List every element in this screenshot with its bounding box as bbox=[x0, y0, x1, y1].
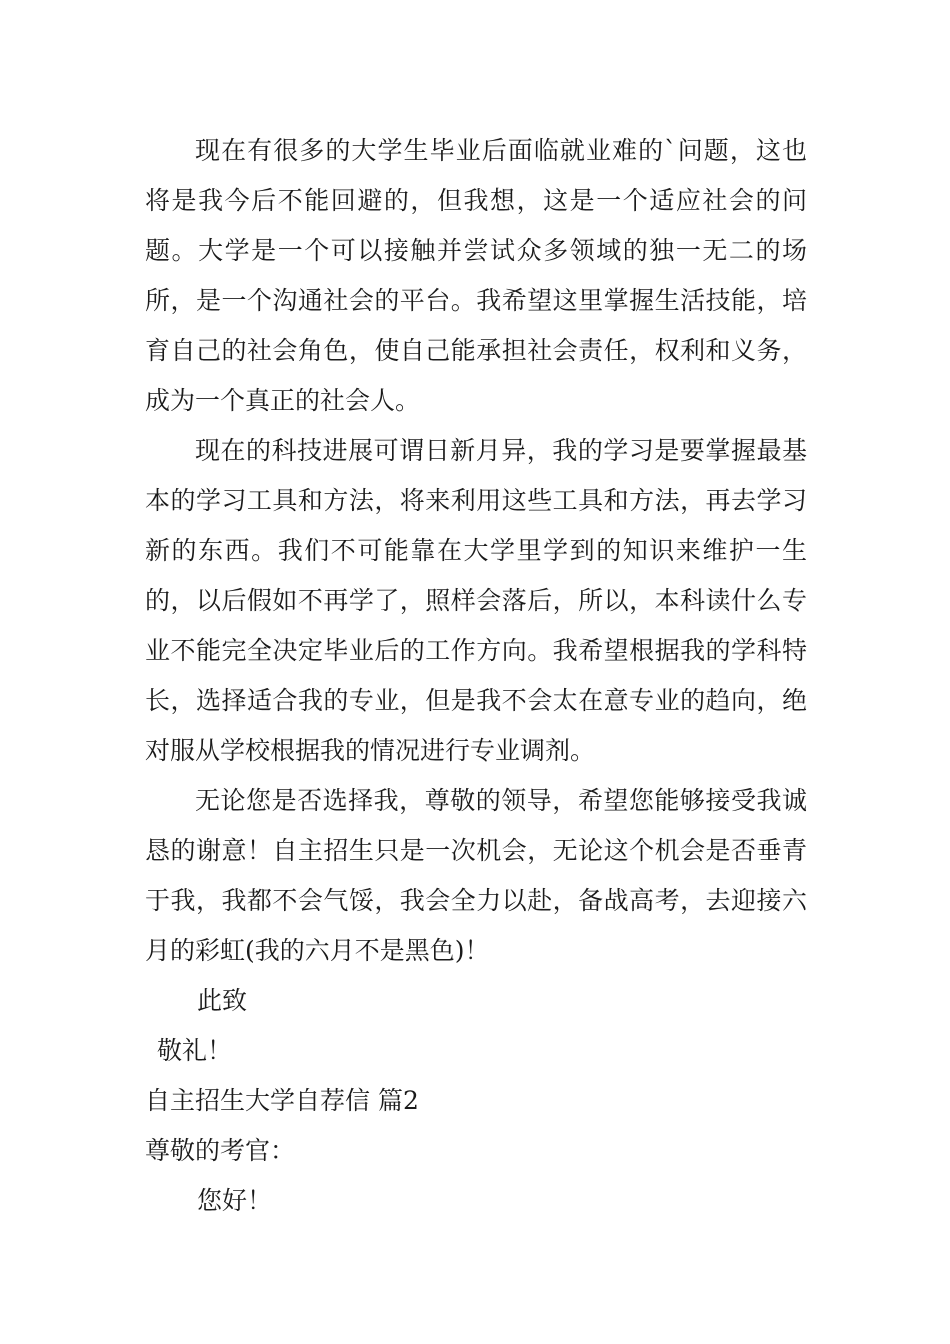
section-heading: 自主招生大学自荐信 篇2 bbox=[145, 1086, 419, 1115]
document-page bbox=[145, 126, 807, 1226]
body-paragraph-2: 现在的科技进展可谓日新月异，我的学习是要掌握最基本的学习工具和方法，将来利用这些工具和方法，再去学习新的东西。我们不可能靠在大学里学到的知识来维护一生的，以后假如不再学了，照样会落后，所以，本科读什么专业不能完全决定毕业后的工作方向。我希望根据我的学科特长，选择适合我的专业，但是我不会太在意专业的趋向，绝对服从学校根据我的情况进行专业调剂。 bbox=[145, 436, 807, 765]
greeting-line: 尊敬的考官： bbox=[145, 1136, 296, 1165]
salute-line: 敬礼！ bbox=[157, 1036, 233, 1065]
body-paragraph-1: 现在有很多的大学生毕业后面临就业难的`问题，这也将是我今后不能回避的，但我想，这是一个适应社会的问题。大学是一个可以接触并尝试众多领域的独一无二的场所，是一个沟通社会的平台。我希望这里掌握生活技能，培育自己的社会角色，使自己能承担社会责任，权利和义务，成为一个真正的社会人。 bbox=[145, 136, 807, 415]
hello-line: 您好！ bbox=[197, 1186, 273, 1215]
body-paragraph-3: 无论您是否选择我，尊敬的领导，希望您能够接受我诚恳的谢意！自主招生只是一次机会，无论这个机会是否垂青于我，我都不会气馁，我会全力以赴，备战高考，去迎接六月的彩虹(我的六月不是黑色)！ bbox=[145, 786, 807, 965]
closing-line: 此致 bbox=[197, 986, 248, 1015]
